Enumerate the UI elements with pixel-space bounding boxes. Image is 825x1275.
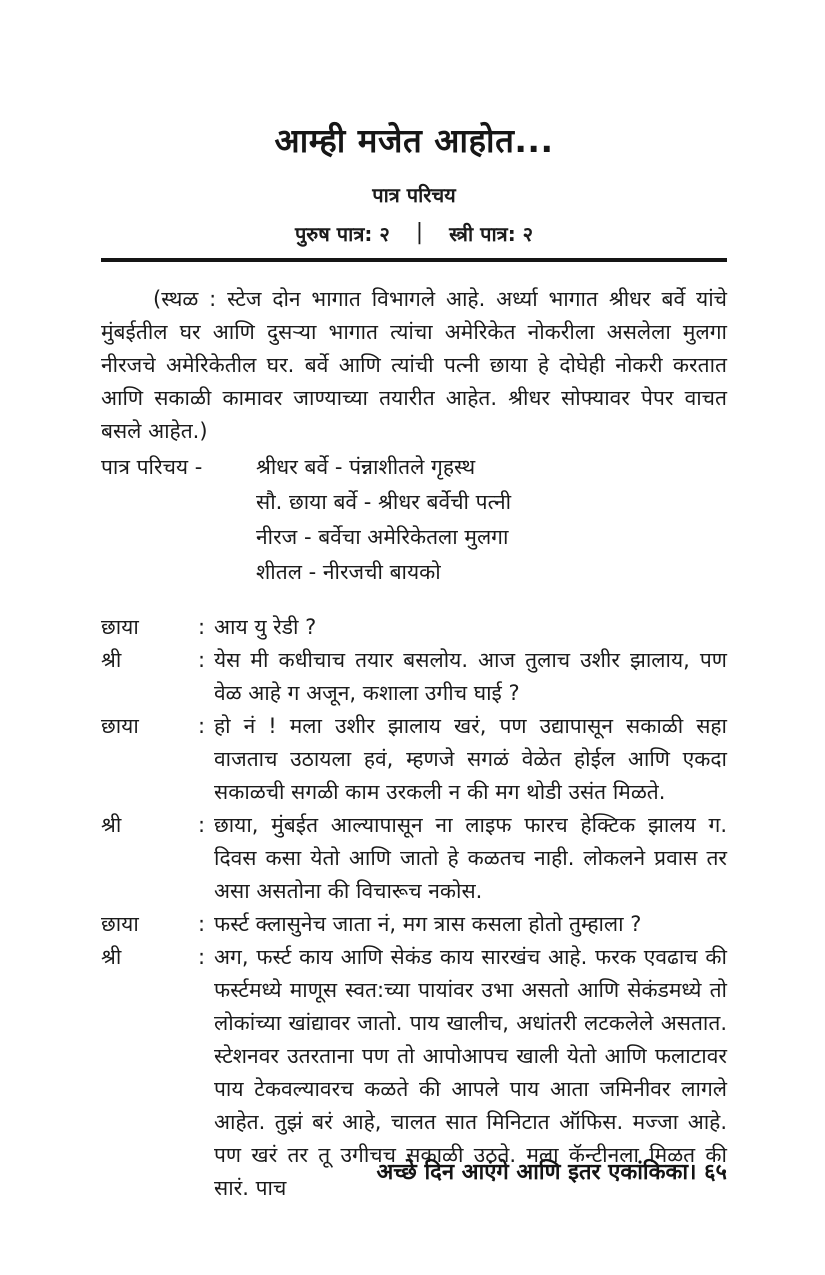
speaker-name: छाया <box>101 912 139 936</box>
female-cast-count: स्त्री पात्र: २ <box>449 222 534 246</box>
colon-separator: : <box>198 714 206 738</box>
dialogue-text: अग, फर्स्ट काय आणि सेकंड काय सारखंच आहे. फरक एवढाच की फर्स्टमध्ये माणूस स्वत:च्या पायांवर उभा असतो आणि सेकंडमध्ये तो लोकांच्या खांद्यावर जातो. पाय खालीच, अधांतरी लटकलेले असतात. स्टेशनवर उतरताना पण तो आपोआपच खाली येतो आणि फलाटावर पाय टेकवल्यावरच कळते की आपले पाय आता जमिनीवर लागले आहेत. तुझं बरं आहे, चालत सात मिनिटात ऑफिस. मज्जा आहे. पण खरं तर तू उगीचच सकाळी उठते. मला कॅन्टीनला मिळत की सारं. पाच <box>214 945 727 1200</box>
page-title: आम्ही मजेत आहोत... <box>274 121 554 160</box>
cast-intro-heading: पात्र परिचय <box>372 183 456 207</box>
dialogue-text: छाया, मुंबईत आल्यापासून ना लाइफ फारच हेक्टिक झालय ग. दिवस कसा येतो आणि जातो हे कळतच नाही. लोकलने प्रवास तर असा असतोना की विचारूच नकोस. <box>214 813 727 903</box>
cast-item: सौ. छाया बर्वे - श्रीधर बर्वेची पत्नी <box>256 490 512 514</box>
vertical-bar-separator: | <box>415 220 424 245</box>
dialogue-text: येस मी कधीचाच तयार बसलोय. आज तुलाच उशीर झालाय, पण वेळ आहे ग अजून, कशाला उगीच घाई ? <box>214 648 727 705</box>
cast-label: पात्र परिचय - <box>101 455 203 479</box>
male-cast-count: पुरुष पात्र: २ <box>294 222 390 246</box>
speaker-name: छाया <box>101 615 139 639</box>
dialogue-section <box>101 611 727 1205</box>
dialogue-row <box>101 644 727 710</box>
dialogue-text: आय यु रेडी ? <box>214 615 317 639</box>
colon-separator: : <box>198 813 206 837</box>
cast-item: श्रीधर बर्वे - पंन्नाशीतले गृहस्थ <box>256 455 476 479</box>
page-footer: अच्छे दिन आएंगे आणि इतर एकांकिका। ६५ <box>376 1160 727 1185</box>
dialogue-text: फर्स्ट क्लासुनेच जाता नं, मग त्रास कसला होतो तुम्हाला ? <box>214 912 642 936</box>
dialogue-row <box>101 908 727 941</box>
cast-item: शीतल - नीरजची बायको <box>256 560 441 584</box>
dialogue-row <box>101 710 727 809</box>
cast-counts <box>101 220 727 248</box>
speaker-name: श्री <box>101 813 122 837</box>
speaker-name: श्री <box>101 945 122 969</box>
divider-rule <box>101 258 727 262</box>
colon-separator: : <box>198 912 206 936</box>
dialogue-row <box>101 809 727 908</box>
dialogue-row <box>101 611 727 644</box>
speaker-name: श्री <box>101 648 122 672</box>
dialogue-text: हो नं ! मला उशीर झालाय खरं, पण उद्यापासून सकाळी सहा वाजताच उठायला हवं, म्हणजे सगळं वेळेत होईल आणि एकदा सकाळची सगळी काम उरकली न की मग थोडी उसंत मिळते. <box>214 714 727 804</box>
cast-block <box>101 450 727 590</box>
colon-separator: : <box>198 648 206 672</box>
cast-list <box>256 450 727 590</box>
colon-separator: : <box>198 945 206 969</box>
cast-item: नीरज - बर्वेचा अमेरिकेतला मुलगा <box>256 525 509 549</box>
speaker-name: छाया <box>101 714 139 738</box>
colon-separator: : <box>198 615 206 639</box>
page-content <box>101 0 727 1205</box>
stage-direction: (स्थळ : स्टेज दोन भागात विभागले आहे. अर्ध्या भागात श्रीधर बर्वे यांचे मुंबईतील घर आणि दुसऱ्या भागात त्यांचा अमेरिकेत नोकरीला असलेला मुलगा नीरजचे अमेरिकेतील घर. बर्वे आणि त्यांची पत्नी छाया हे दोघेही नोकरी करतात आणि सकाळी कामावर जाण्याच्या तयारीत आहेत. श्रीधर सोफ्यावर पेपर वाचत बसले आहेत.) <box>101 287 727 443</box>
